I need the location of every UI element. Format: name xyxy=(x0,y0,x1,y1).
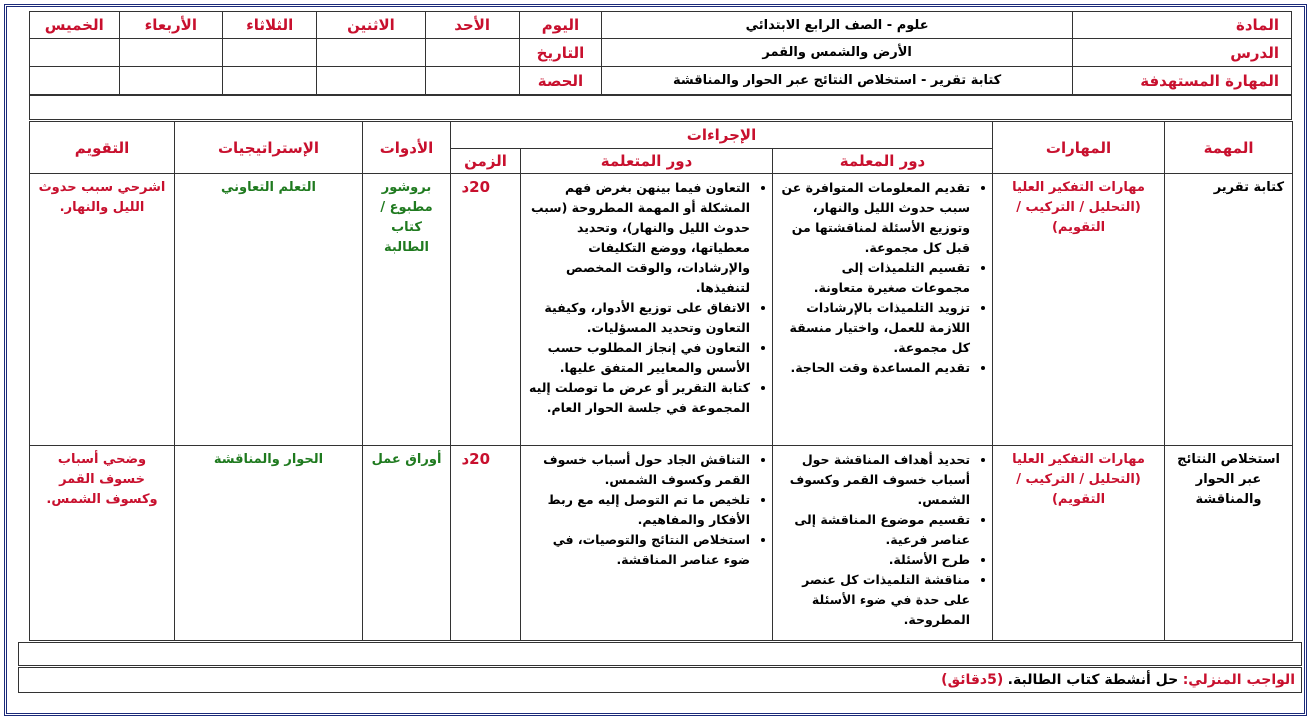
col-teacher-role: دور المعلمة xyxy=(773,149,993,174)
evaluation-cell: وضحي أسباب خسوف القمر وكسوف الشمس. xyxy=(30,446,175,641)
strategy-cell: التعلم التعاوني xyxy=(175,174,363,446)
student-role-cell xyxy=(521,174,773,446)
header-table xyxy=(29,11,1292,95)
teacher-role-cell xyxy=(773,174,993,446)
list-item: • تقسيم موضوع المناقشة إلى عناصر فرعية. xyxy=(779,510,970,550)
homework-table xyxy=(18,667,1302,693)
period-cell xyxy=(425,67,519,95)
strategy-cell: الحوار والمناقشة xyxy=(175,446,363,641)
period-cell xyxy=(317,67,425,95)
student-role-list xyxy=(521,178,772,418)
subject-value: علوم - الصف الرابع الابتدائي xyxy=(602,12,1073,39)
list-item: • تقسيم التلميذات إلى مجموعات صغيرة متعاونة. xyxy=(779,258,970,298)
task-cell: استخلاص النتائج عبر الحوار والمناقشة xyxy=(1165,446,1293,641)
date-cell xyxy=(425,39,519,67)
time-cell: 20د xyxy=(451,174,521,446)
table-row xyxy=(30,174,1293,446)
date-cell xyxy=(317,39,425,67)
day-tuesday: الثلاثاء xyxy=(223,12,317,39)
homework-duration: (5دقائق) xyxy=(941,672,1004,688)
col-skills: المهارات xyxy=(993,122,1165,174)
time-cell: 20د xyxy=(451,446,521,641)
skill-value: كتابة تقرير - استخلاص النتائج عبر الحوار والمناقشة xyxy=(602,67,1073,95)
spacer-cell xyxy=(30,96,1292,120)
table-row xyxy=(30,446,1293,641)
list-item: • تلخيص ما تم التوصل إليه مع ربط الأفكار والمفاهيم. xyxy=(527,490,750,530)
homework-cell xyxy=(19,668,1302,693)
lesson-label: الدرس xyxy=(1073,39,1292,67)
teacher-role-list xyxy=(773,178,992,378)
col-time: الزمن xyxy=(451,149,521,174)
homework-text: حل أنشطة كتاب الطالبة. xyxy=(1007,672,1179,688)
col-evaluation: التقويم xyxy=(30,122,175,174)
evaluation-cell: اشرحي سبب حدوث الليل والنهار. xyxy=(30,174,175,446)
teacher-role-cell xyxy=(773,446,993,641)
skills-cell: مهارات التفكير العليا (التحليل / التركيب / التقويم) xyxy=(993,174,1165,446)
tools-cell: أوراق عمل xyxy=(363,446,451,641)
list-item: • كتابة التقرير أو عرض ما توصلت إليه المجموعة في جلسة الحوار العام. xyxy=(527,378,750,418)
homework-label: الواجب المنزلي: xyxy=(1182,672,1295,688)
list-item: • التعاون في إنجاز المطلوب حسب الأسس والمعايير المتفق عليها. xyxy=(527,338,750,378)
skills-cell: مهارات التفكير العليا (التحليل / التركيب / التقويم) xyxy=(993,446,1165,641)
date-cell xyxy=(30,39,120,67)
spacer-band-bottom xyxy=(18,642,1302,666)
list-item: • تزويد التلميذات بالإرشادات اللازمة للعمل، واختيار منسقة كل مجموعة. xyxy=(779,298,970,358)
col-task: المهمة xyxy=(1165,122,1293,174)
period-cell xyxy=(223,67,317,95)
date-label: التاريخ xyxy=(519,39,601,67)
list-item: • التناقش الجاد حول أسباب خسوف القمر وكسوف الشمس. xyxy=(527,450,750,490)
list-item: • تحديد أهداف المناقشة حول أسباب خسوف القمر وكسوف الشمس. xyxy=(779,450,970,510)
date-cell xyxy=(223,39,317,67)
list-item: • استخلاص النتائج والتوصيات، في ضوء عناصر المناقشة. xyxy=(527,530,750,570)
day-sunday: الأحد xyxy=(425,12,519,39)
period-cell xyxy=(119,67,223,95)
col-tools: الأدوات xyxy=(363,122,451,174)
date-cell xyxy=(119,39,223,67)
col-student-role: دور المتعلمة xyxy=(521,149,773,174)
lesson-value: الأرض والشمس والقمر xyxy=(602,39,1073,67)
lesson-table xyxy=(29,121,1293,641)
day-wednesday: الأربعاء xyxy=(119,12,223,39)
day-label: اليوم xyxy=(519,12,601,39)
task-cell: كتابة تقرير xyxy=(1165,174,1293,446)
day-monday: الاثنين xyxy=(317,12,425,39)
col-procedures: الإجراءات xyxy=(451,122,993,149)
list-item: • مناقشة التلميذات كل عنصر على حدة في ضوء الأسئلة المطروحة. xyxy=(779,570,970,630)
tools-cell: بروشور مطبوع / كتاب الطالبة xyxy=(363,174,451,446)
list-item: • تقديم المعلومات المتوافرة عن سبب حدوث الليل والنهار، وتوزيع الأسئلة لمناقشتها من قبل كل مجموعة. xyxy=(779,178,970,258)
list-item: • الاتفاق على توزيع الأدوار، وكيفية التعاون وتحديد المسؤليات. xyxy=(527,298,750,338)
list-item: • التعاون فيما بينهن بغرض فهم المشكلة أو المهمة المطروحة (سبب حدوث الليل والنهار)، وتحديد معطياتها، ووضع التكليفات والإرشادات، والوقت المخصص لتنفيذها. xyxy=(527,178,750,298)
day-thursday: الخميس xyxy=(30,12,120,39)
list-item: • طرح الأسئلة. xyxy=(779,550,970,570)
list-item: • تقديم المساعدة وقت الحاجة. xyxy=(779,358,970,378)
spacer-cell xyxy=(19,643,1302,666)
subject-label: المادة xyxy=(1073,12,1292,39)
teacher-role-list xyxy=(773,450,992,630)
col-strategies: الإستراتيجيات xyxy=(175,122,363,174)
student-role-cell xyxy=(521,446,773,641)
spacer-band xyxy=(29,95,1292,120)
student-role-list xyxy=(521,450,772,570)
period-cell xyxy=(30,67,120,95)
period-label: الحصة xyxy=(519,67,601,95)
skill-label: المهارة المستهدفة xyxy=(1073,67,1292,95)
